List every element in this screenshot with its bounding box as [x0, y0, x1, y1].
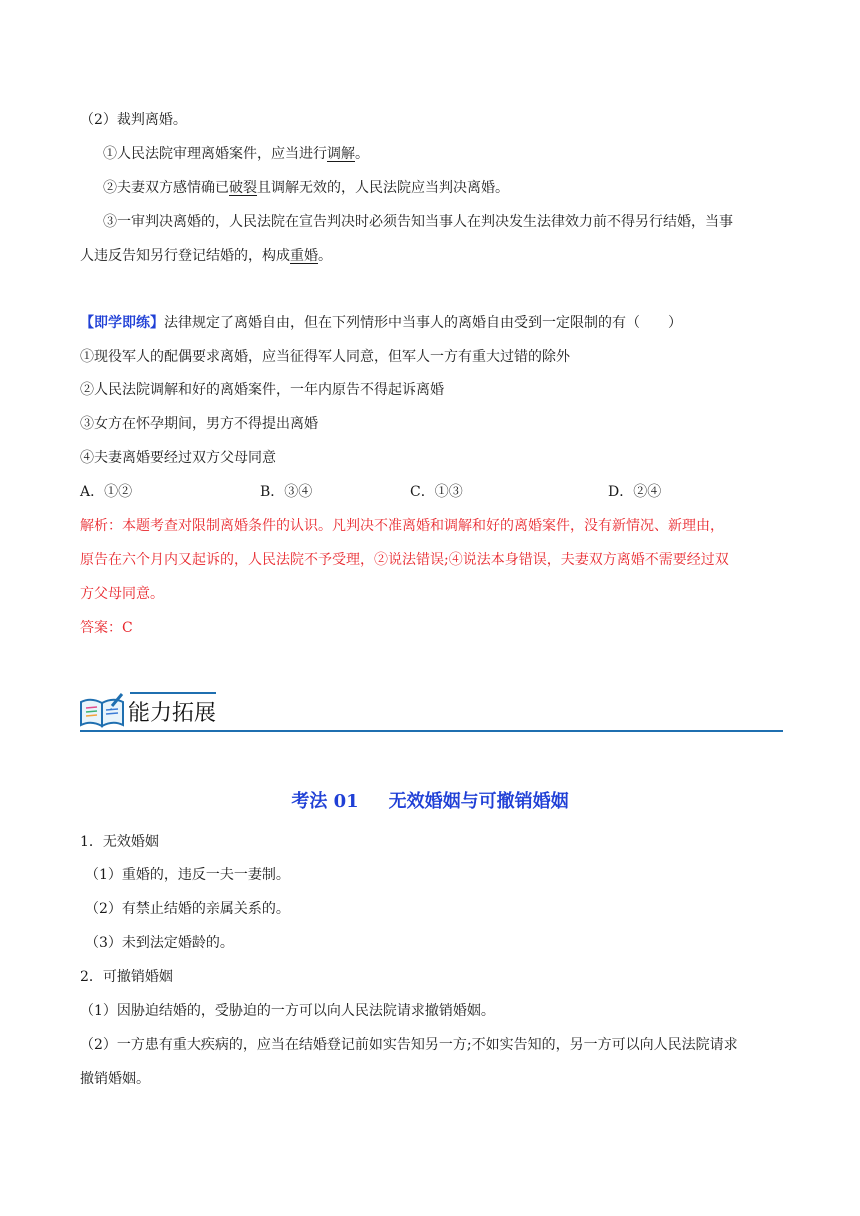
section-number: 考法 01 [291, 791, 359, 812]
exercise-question [80, 313, 682, 333]
divorce-item-1-text: ①人民法院审理离婚案件，应当进行 [103, 146, 327, 162]
statement-1: ①现役军人的配偶要求离婚，应当征得军人同意，但军人一方有重大过错的除外 [80, 349, 570, 365]
section-title-text: 无效婚姻与可撤销婚姻 [388, 791, 569, 812]
divorce-item-1-end: 。 [355, 146, 369, 162]
option-c: C．①③ [410, 484, 463, 500]
answer-text: 答案：C [80, 620, 133, 636]
divorce-item-2-end: 且调解无效的，人民法院应当判决离婚。 [257, 180, 509, 196]
divorce-item-1-underlined: 调解 [327, 146, 355, 162]
banner-title: 能力拓展 [128, 701, 217, 726]
divorce-item-3-line-2 [80, 246, 332, 266]
exercise-tag: 【即学即练】 [80, 315, 164, 331]
divorce-heading: （2）裁判离婚。 [80, 112, 187, 128]
divorce-item-2 [103, 178, 509, 198]
divorce-item-3-text: 人违反告知另行登记结婚的，构成 [80, 248, 290, 264]
analysis-line-2: 原告在六个月内又起诉的，人民法院不予受理，②说法错误;④说法本身错误，夫妻双方离婚不需要经过双 [80, 552, 729, 568]
option-d: D．②④ [608, 484, 662, 500]
section-title [0, 790, 860, 814]
analysis-line-1: 解析：本题考查对限制离婚条件的认识。凡判决不准离婚和调解和好的离婚案件，没有新情况、新理由， [80, 518, 724, 534]
answer-options [80, 482, 780, 502]
analysis-line-3: 方父母同意。 [80, 586, 164, 602]
banner-rule [80, 730, 783, 732]
statement-2: ②人民法院调解和好的离婚案件，一年内原告不得起诉离婚 [80, 382, 444, 398]
divorce-item-2-underlined: 破裂 [229, 180, 257, 196]
option-b: B．③④ [260, 484, 313, 500]
option-a: A．①② [80, 484, 133, 500]
invalid-item-2: （2）有禁止结婚的亲属关系的。 [85, 901, 290, 917]
invalid-item-3: （3）未到法定婚龄的。 [85, 935, 234, 951]
divorce-item-3-line-1: ③一审判决离婚的，人民法院在宣告判决时必须告知当事人在判决发生法律效力前不得另行结婚，当事 [103, 214, 733, 230]
divorce-item-3-end: 。 [318, 248, 332, 264]
revocable-item-2-line-2: 撤销婚姻。 [80, 1071, 150, 1087]
revocable-item-2-line-1: （2）一方患有重大疾病的，应当在结婚登记前如实告知另一方;不如实告知的，另一方可以向人民法院请求 [80, 1037, 738, 1053]
statement-4: ④夫妻离婚要经过双方父母同意 [80, 450, 276, 466]
open-book-pencil-icon [78, 692, 126, 730]
divorce-item-2-text: ②夫妻双方感情确已 [103, 180, 229, 196]
invalid-item-1: （1）重婚的，违反一夫一妻制。 [85, 867, 290, 883]
banner-top-rule [130, 692, 216, 694]
heading-invalid-marriage: 1．无效婚姻 [80, 834, 159, 850]
revocable-item-1: （1）因胁迫结婚的，受胁迫的一方可以向人民法院请求撤销婚姻。 [80, 1003, 495, 1019]
divorce-item-3-underlined: 重婚 [290, 248, 318, 264]
exercise-question-text: 法律规定了离婚自由，但在下列情形中当事人的离婚自由受到一定限制的有（ ） [164, 315, 682, 331]
statement-3: ③女方在怀孕期间，男方不得提出离婚 [80, 416, 318, 432]
divorce-item-1 [103, 144, 369, 164]
heading-revocable-marriage: 2．可撤销婚姻 [80, 969, 173, 985]
